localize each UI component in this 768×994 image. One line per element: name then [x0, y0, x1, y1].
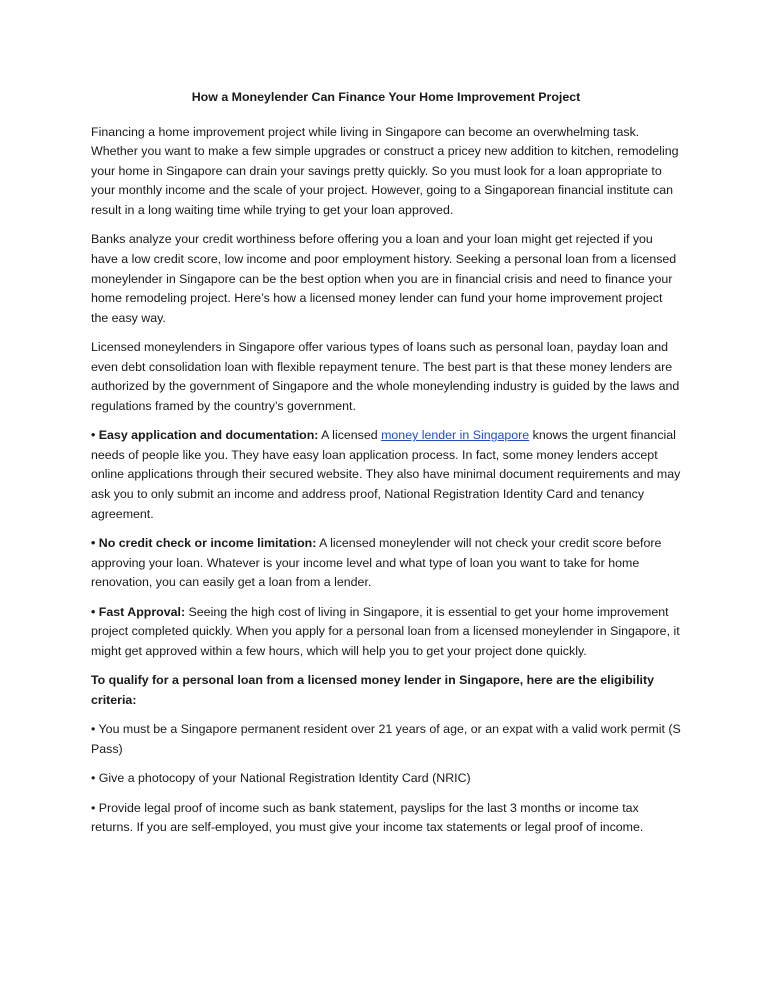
paragraph-banks: Banks analyze your credit worthiness before offering you a loan and your loan might get rejected if you have a low credit score, low income and poor employment history. Seeking a personal loan from a licensed moneylender in Singapore can be the best option when you are in financial crisis and need to finance your home remodeling project. Here’s how a licensed money lender can fund your home improvement project the easy way. — [91, 232, 677, 325]
benefit-lead: • Easy application and documentation: — [91, 428, 319, 443]
paragraph-intro: Financing a home improvement project while living in Singapore can become an overwhelming task. Whether you want to make a few simple upgrades or construct a pricey new addition to kitchen, remodeling your home in Singapore can drain your savings pretty quickly. So you must look for a loan appropriate to your monthly income and the scale of your project. However, going to a Singaporean financial institute can result in a long waiting time while trying to get your loan approved. — [91, 124, 679, 217]
benefit-text: A licensed moneylender will not check your credit score before approving your loan. Whatever is your income level and what type of loan you want to take for home renovation, you can easily get a loan from a lender. — [91, 536, 662, 590]
criteria-item: • Give a photocopy of your National Registration Identity Card (NRIC) — [91, 771, 471, 786]
money-lender-link[interactable]: money lender in Singapore — [381, 428, 530, 443]
benefit-text: knows the urgent financial needs of people like you. They have easy loan application process. In fact, some money lenders accept online applications through their secured website. They also have minimal document requirements and may ask you to only submit an income and address proof, National Registration Identity Card and tenancy agreement. — [91, 428, 681, 521]
benefit-text: A licensed — [318, 428, 382, 443]
benefit-fast-approval — [91, 603, 681, 662]
benefit-lead: • No credit check or income limitation: — [91, 536, 317, 551]
paragraph-licensed-lenders: Licensed moneylenders in Singapore offer various types of loans such as personal loan, payday loan and even debt consolidation loan with flexible repayment tenure. The best part is that these money lenders are authorized by the government of Singapore and the whole moneylending industry is guided by the laws and regulations framed by the country’s government. — [91, 340, 680, 413]
criteria-item: • Provide legal proof of income such as bank statement, payslips for the last 3 months or income tax returns. If you are self-employed, you must give your income tax statements or legal proof of income. — [91, 800, 644, 835]
benefit-easy-application — [91, 426, 681, 524]
benefit-text: Seeing the high cost of living in Singapore, it is essential to get your home improvement project completed quickly. When you apply for a personal loan from a licensed moneylender in Singapore, it might get approved within a few hours, which will help you to get your project done quickly. — [91, 604, 680, 658]
criteria-heading: To qualify for a personal loan from a licensed money lender in Singapore, here are the eligibility criteria: — [91, 673, 654, 707]
document-page — [91, 88, 681, 848]
benefit-lead: • Fast Approval: — [91, 604, 186, 619]
criteria-item: • You must be a Singapore permanent resident over 21 years of age, or an expat with a valid work permit (S Pass) — [91, 722, 681, 756]
benefit-no-credit-check — [91, 534, 681, 593]
document-title: How a Moneylender Can Finance Your Home Improvement Project — [191, 90, 581, 104]
